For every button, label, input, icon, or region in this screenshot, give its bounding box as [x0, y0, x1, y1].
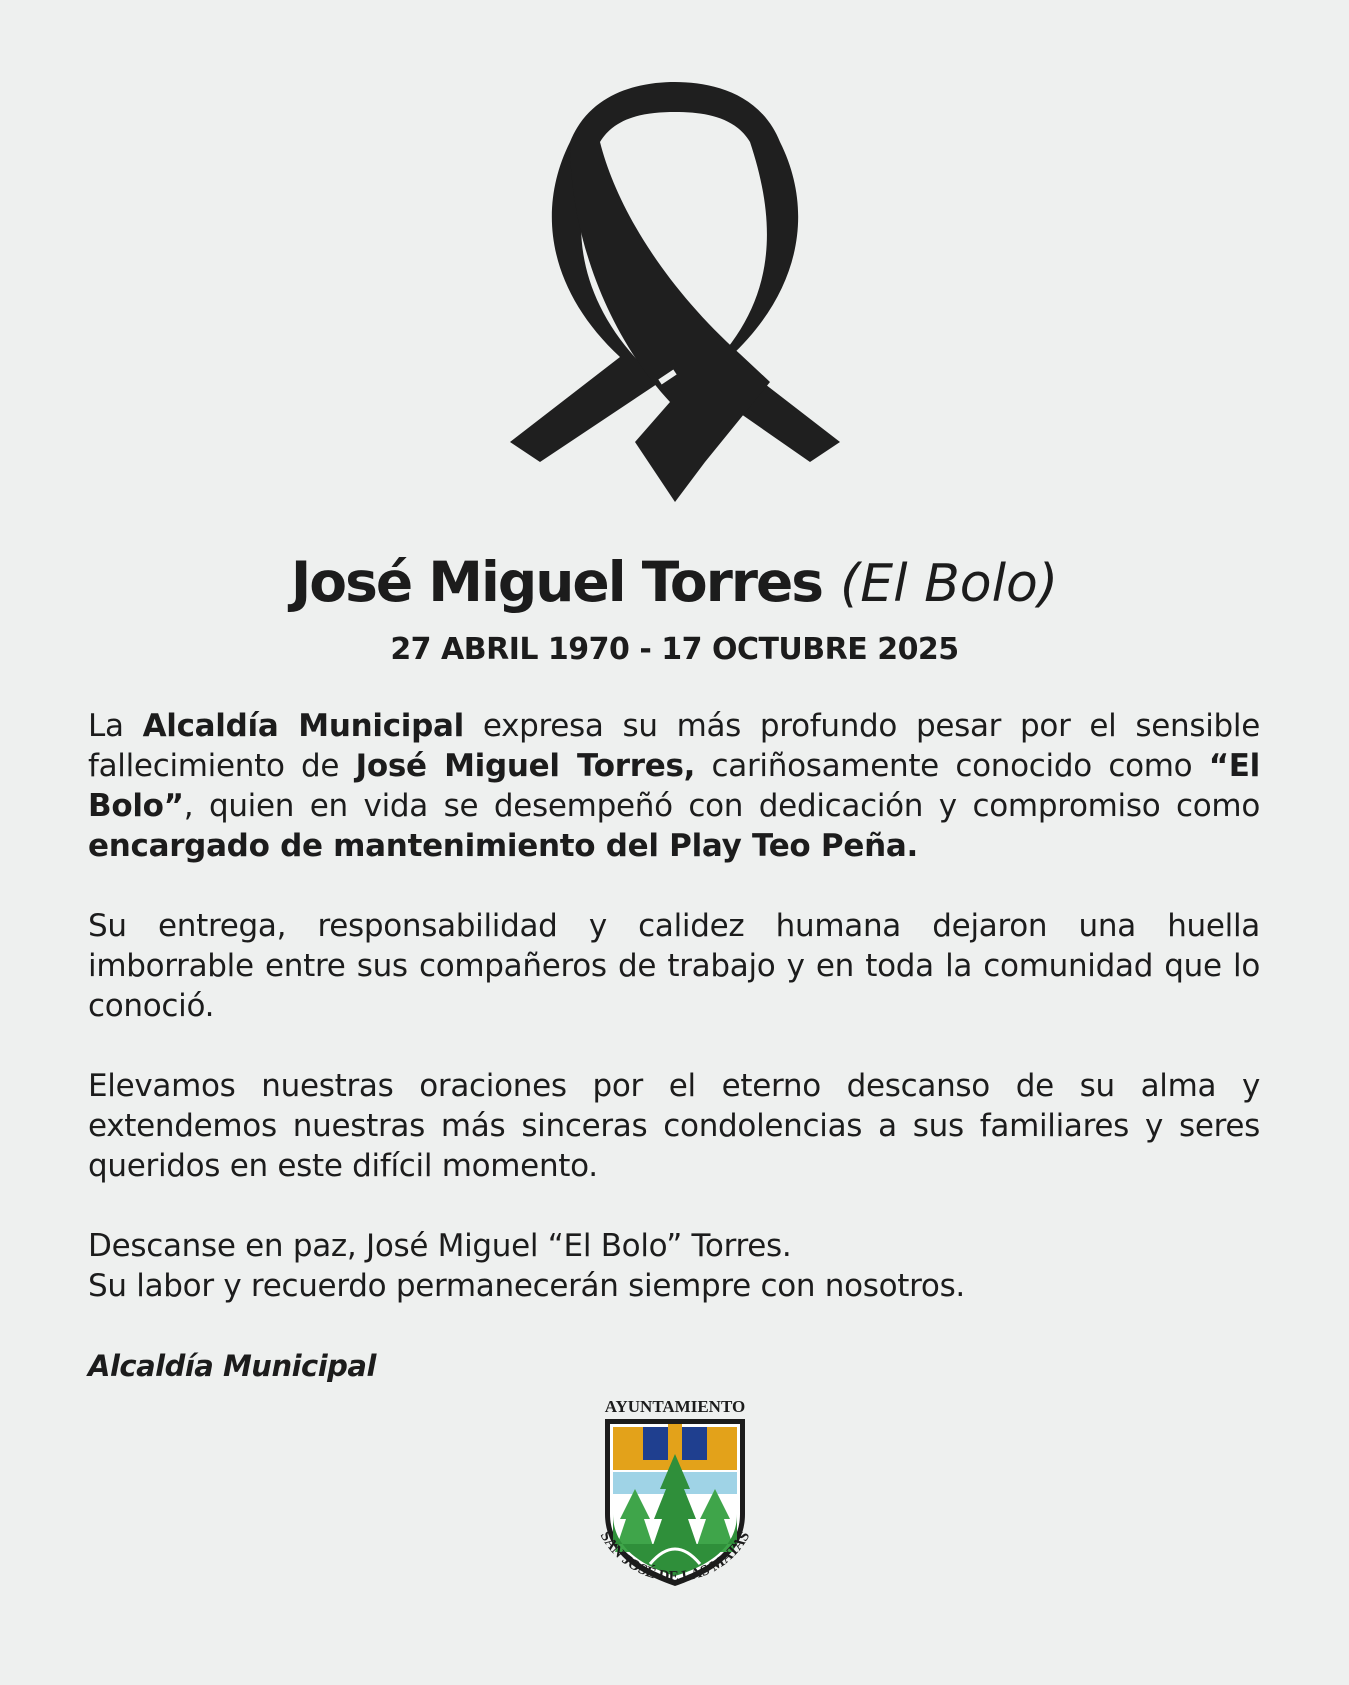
crest-top-text: AYUNTAMIENTO: [604, 1397, 746, 1416]
deceased-nickname: (El Bolo): [839, 554, 1059, 614]
paragraph-prayers: Elevamos nuestras oraciones por el eterno descanso de su alma y extendemos nuestras más sinceras condolencias a sus familiares y seres queridos en este difícil momento.: [88, 1068, 1260, 1184]
signature: Alcaldía Municipal: [88, 1349, 376, 1383]
crest-bottom-text: SAN JOSÉ DE LAS MATAS: [596, 1528, 754, 1586]
paragraph-tribute: Su entrega, responsabilidad y calidez humana dejaron una huella imborrable entre sus compañeros de trabajo y en toda la comunidad que lo conoció.: [88, 908, 1260, 1024]
paragraph-closing: Descanse en paz, José Miguel “El Bolo” Torres. Su labor y recuerdo permanecerán siempre con nosotros.: [88, 1228, 965, 1304]
mourning-ribbon-icon: [510, 82, 840, 502]
life-dates: 27 ABRIL 1970 - 17 OCTUBRE 2025: [390, 632, 959, 667]
municipal-coat-of-arms: [580, 1394, 770, 1614]
message-body: [88, 706, 1260, 1346]
paragraph-condolence: La Alcaldía Municipal expresa su más profundo pesar por el sensible fallecimiento de José Miguel Torres, cariñosamente conocido como “El Bolo”, quien en vida se desempeñó con dedicación y compromiso como encargado de mantenimiento del Play Teo Peña.: [88, 708, 1261, 864]
name-heading: [0, 550, 1349, 614]
deceased-name: José Miguel Torres: [290, 550, 822, 614]
